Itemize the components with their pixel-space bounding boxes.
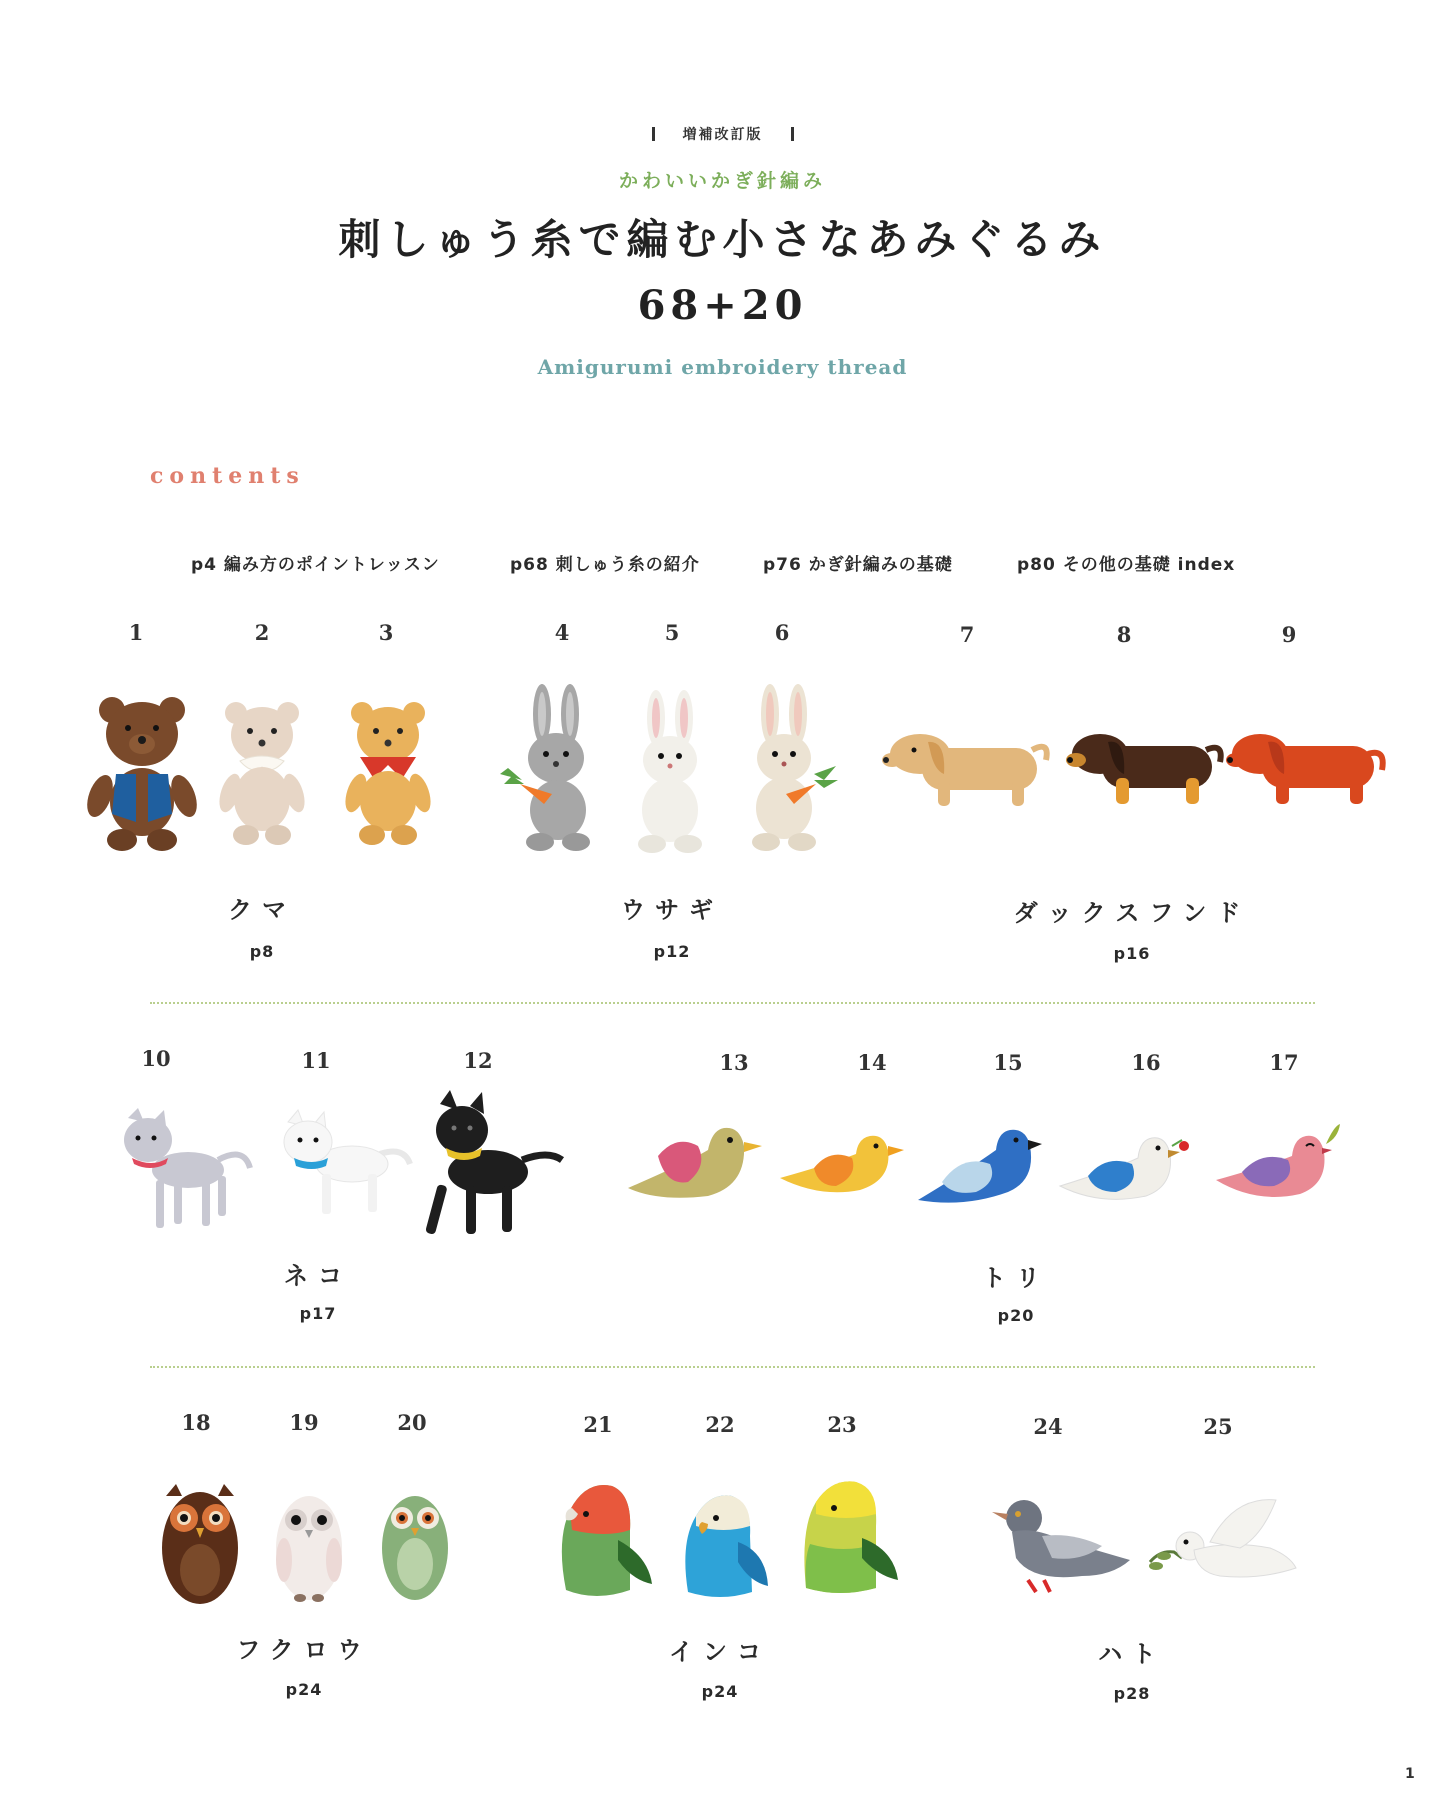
white-rabbit-icon[interactable]: [620, 690, 720, 855]
brown-owl-icon[interactable]: [160, 1482, 240, 1607]
series-title: かわいいかぎ針編み: [618, 170, 826, 192]
item-number: 17: [1269, 1050, 1299, 1075]
black-cat-icon[interactable]: [424, 1090, 564, 1240]
yellow-bear-scarf-icon[interactable]: [338, 695, 438, 850]
red-dachshund-icon[interactable]: [1226, 718, 1386, 818]
book-count: 68+20: [637, 282, 808, 329]
blue-budgie-icon[interactable]: [680, 1492, 770, 1602]
cream-rabbit-carrot-icon[interactable]: [730, 684, 840, 854]
tan-dachshund-icon[interactable]: [882, 720, 1052, 820]
yellow-bird-icon[interactable]: [780, 1128, 905, 1203]
category-name: ハト: [1098, 1640, 1166, 1668]
category-name: ネコ: [284, 1262, 352, 1290]
category-page[interactable]: p24: [701, 1682, 739, 1701]
green-owl-icon[interactable]: [380, 1488, 450, 1603]
toc-entry[interactable]: p80 その他の基礎 index: [1017, 555, 1236, 575]
category-page[interactable]: p24: [285, 1680, 323, 1699]
book-title: 刺しゅう糸で編む小さなあみぐるみ: [338, 215, 1107, 264]
book-subtitle: Amigurumi embroidery thread: [537, 355, 908, 379]
category-name: トリ: [982, 1264, 1050, 1292]
gray-rabbit-carrot-icon[interactable]: [500, 684, 610, 854]
item-number: 9: [1281, 622, 1297, 647]
gray-pigeon-icon[interactable]: [992, 1496, 1132, 1596]
contents-label: contents: [150, 463, 305, 489]
edition-bar-right: [791, 127, 794, 141]
black-tan-dachshund-icon[interactable]: [1066, 718, 1226, 818]
edition-bar-left: [652, 127, 655, 141]
section-divider: [150, 1366, 1315, 1368]
category-page[interactable]: p12: [653, 942, 691, 961]
item-number: 23: [827, 1412, 857, 1437]
category-page[interactable]: p8: [249, 942, 275, 961]
edition-label: [0, 124, 1445, 144]
toc-entry[interactable]: p4 編み方のポイントレッスン: [191, 555, 440, 575]
item-number: 4: [554, 620, 570, 645]
item-number: 3: [378, 620, 394, 645]
item-number: 12: [463, 1048, 493, 1073]
category-name: インコ: [669, 1638, 771, 1666]
item-number: 1: [128, 620, 144, 645]
item-number: 19: [289, 1410, 319, 1435]
item-number: 22: [705, 1412, 735, 1437]
white-blue-bird-icon[interactable]: [1060, 1126, 1190, 1211]
item-number: 8: [1116, 622, 1132, 647]
category-name: フクロウ: [236, 1636, 372, 1664]
item-number: 2: [254, 620, 270, 645]
toc-entry[interactable]: p68 刺しゅう糸の紹介: [510, 555, 700, 575]
toc-entry[interactable]: p76 かぎ針編みの基礎: [763, 555, 953, 575]
item-number: 5: [664, 620, 680, 645]
item-number: 6: [774, 620, 790, 645]
section-divider: [150, 1002, 1315, 1004]
category-name: ダックスフンド: [1013, 899, 1251, 927]
item-number: 20: [397, 1410, 427, 1435]
lovebird-icon[interactable]: [556, 1480, 656, 1600]
white-cat-icon[interactable]: [276, 1108, 411, 1223]
item-number: 11: [301, 1048, 331, 1073]
item-number: 14: [857, 1050, 887, 1075]
item-number: 21: [583, 1412, 613, 1437]
category-page[interactable]: p20: [997, 1306, 1035, 1325]
category-page[interactable]: p16: [1113, 944, 1151, 963]
item-number: 7: [959, 622, 975, 647]
olive-bird-icon[interactable]: [628, 1116, 763, 1211]
category-name: ウサギ: [621, 896, 723, 924]
item-number: 13: [719, 1050, 749, 1075]
item-number: 18: [181, 1410, 211, 1435]
yellow-green-budgie-icon[interactable]: [800, 1478, 900, 1598]
pink-bird-icon[interactable]: [1216, 1120, 1341, 1210]
item-number: 25: [1203, 1414, 1233, 1439]
beige-bear-icon[interactable]: [212, 695, 312, 850]
white-owl-icon[interactable]: [274, 1488, 344, 1603]
item-number: 16: [1131, 1050, 1161, 1075]
item-number: 24: [1033, 1414, 1063, 1439]
brown-bear-vest-icon[interactable]: [82, 692, 202, 852]
category-page[interactable]: p17: [299, 1304, 337, 1323]
page-number: 1: [1405, 1766, 1415, 1782]
edition-text: 増補改訂版: [682, 127, 763, 143]
item-number: 15: [993, 1050, 1023, 1075]
gray-cat-icon[interactable]: [118, 1106, 253, 1236]
blue-bird-icon[interactable]: [918, 1120, 1043, 1210]
category-name: クマ: [228, 896, 296, 924]
item-number: 10: [141, 1046, 171, 1071]
category-page[interactable]: p28: [1113, 1684, 1151, 1703]
white-dove-olive-icon[interactable]: [1150, 1496, 1300, 1591]
